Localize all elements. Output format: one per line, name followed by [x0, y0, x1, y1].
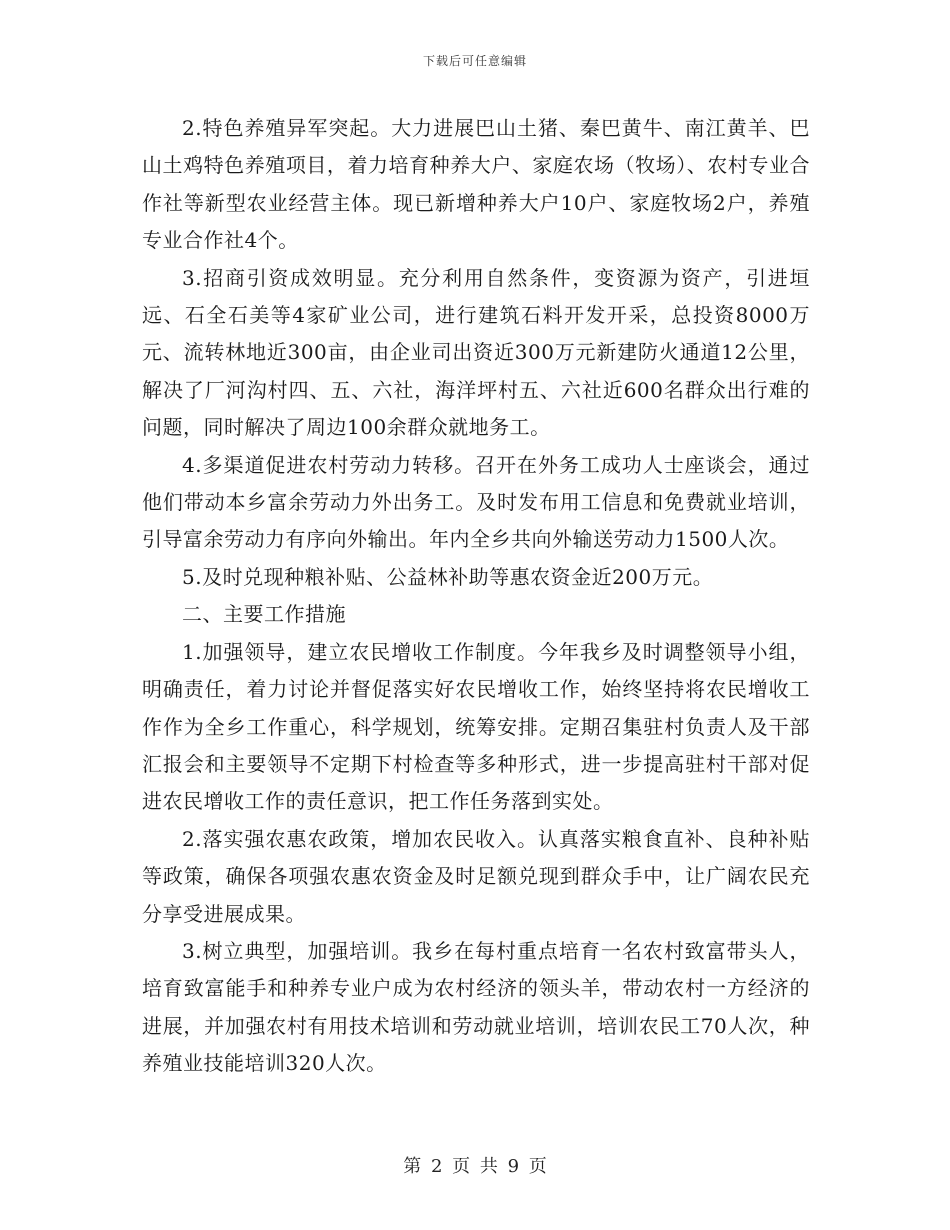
paragraph-investment: 3.招商引资成效明显。充分利用自然条件，变资源为资产，引进垣远、石全石美等4家矿业公司，进行建筑石料开发开采，总投资8000万元、流转林地近300亩，由企业司出资近300万元新建防火通道12公里，解决了厂河沟村四、五、六社，海洋坪村五、六社近600名群众出行难的问题，同时解决了周边100余群众就地务工。	[142, 265, 810, 440]
paragraph-special-breeding: 2.特色养殖异军突起。大力进展巴山土猪、秦巴黄牛、南江黄羊、巴山土鸡特色养殖项目，着力培育种养大户、家庭农场（牧场）、农村专业合作社等新型农业经营主体。现已新增种养大户10户、家庭牧场2户，养殖专业合作社4个。	[142, 116, 810, 253]
paragraph-subsidies: 5.及时兑现种粮补贴、公益林补助等惠农资金近200万元。	[182, 564, 714, 589]
paragraph-policy: 2.落实强农惠农政策，增加农民收入。认真落实粮食直补、良种补贴等政策，确保各项强农惠农资金及时足额兑现到群众手中，让广阔农民充分享受进展成果。	[142, 826, 810, 926]
paragraph-labor-transfer: 4.多渠道促进农村劳动力转移。召开在外务工成功人士座谈会，通过他们带动本乡富余劳动力外出务工。及时发布用工信息和免费就业培训，引导富余劳动力有序向外输出。年内全乡共向外输送劳动力1500人次。	[142, 452, 810, 552]
document-body	[142, 110, 810, 1083]
paragraph-training: 3.树立典型，加强培训。我乡在每村重点培育一名农村致富带头人，培育致富能手和种养专业户成为农村经济的领头羊，带动农村一方经济的进展，并加强农村有用技术培训和劳动就业培训，培训农民工70人次，种养殖业技能培训320人次。	[142, 938, 810, 1076]
section-heading-measures: 二、主要工作措施	[182, 602, 346, 627]
page-number: 第 2 页 共 9 页	[403, 1156, 547, 1177]
paragraph-leadership: 1.加强领导，建立农民增收工作制度。今年我乡及时调整领导小组，明确责任，着力讨论并督促落实好农民增收工作，始终坚持将农民增收工作作为全乡工作重心，科学规划，统筹安排。定期召集驻村负责人及干部汇报会和主要领导不定期下村检查等多种形式，进一步提高驻村干部对促进农民增收工作的责任意识，把工作任务落到实处。	[142, 639, 810, 814]
page-header: 下载后可任意编辑	[422, 54, 527, 68]
